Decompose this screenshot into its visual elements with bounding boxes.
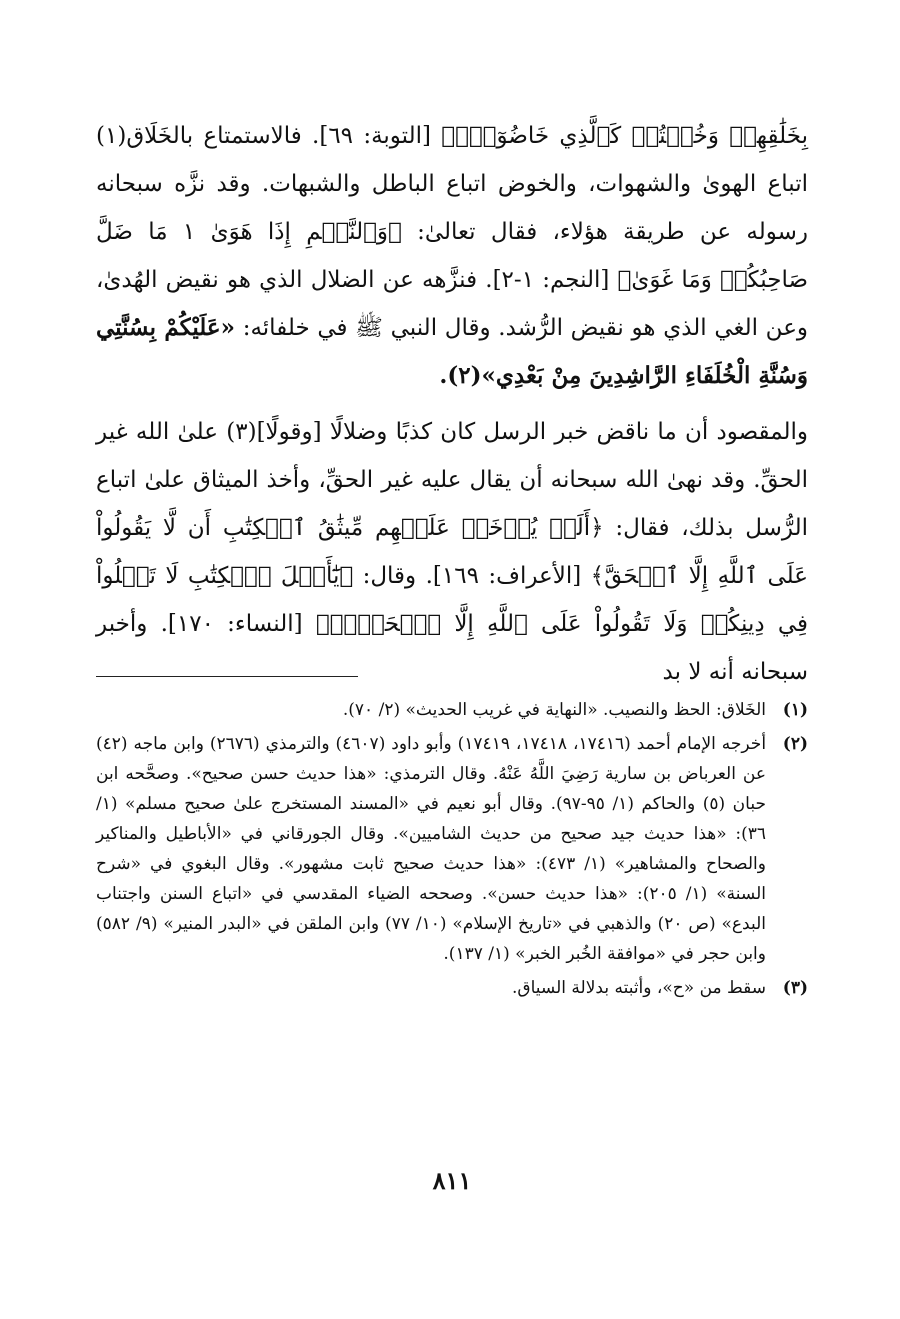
paragraph-2: والمقصود أن ما ناقض خبر الرسل كان كذبًا وضلالًا [وقولًا](٣) علىٰ الله غير الحقِّ. وقد نهىٰ الله سبحانه أن يقال عليه غير الحقِّ، وأخذ الميثاق علىٰ اتباع الرُّسل بذلك، فقال: ﴿أَلَمۡ يُؤۡخَذۡ عَلَيۡهِم مِّيثَٰقُ ٱلۡكِتَٰبِ أَن لَّا يَقُولُواْ عَلَى ٱللَّهِ إِلَّا ٱلۡحَقَّ﴾ [الأعراف: ١٦٩]. وقال: ﴿يَٰٓأَهۡلَ ٱلۡكِتَٰبِ لَا تَغۡلُواْ فِي دِينِكُمۡ وَلَا تَقُولُواْ عَلَى ٱللَّهِ إِلَّا ٱلۡحَقَّۚ﴾ [النساء: ١٧٠]. وأخبر سبحانه أنه لا بد [96, 419, 808, 685]
paragraph [96, 112, 808, 400]
page-number: ٨١١ [432, 1166, 472, 1195]
footnote-text: أخرجه الإمام أحمد (١٧٤١٦، ١٧٤١٨، ١٧٤١٩) وأبو داود (٤٦٠٧) والترمذي (٢٦٧٦) وابن ماجه (٤٢) عن العرباض بن سارية رَضِيَ اللَّهُ عَنْهُ. وقال الترمذي: «هذا حديث حسن صحيح». وصحَّحه ابن حبان (٥) والحاكم (١/ ٩٥-٩٧). وقال أبو نعيم في «المسند المستخرج علىٰ صحيح مسلم» (١/ ٣٦): «هذا حديث جيد صحيح من حديث الشاميين». وقال الجورقاني في «الأباطيل والمناكير والصحاح والمشاهير» (١/ ٤٧٣): «هذا حديث صحيح ثابت مشهور». وقال البغوي في «شرح السنة» (١/ ٢٠٥): «هذا حديث حسن». وصححه الضياء المقدسي في «اتباع السنن واجتناب البدع» (ص ٢٠) والذهبي في «تاريخ الإسلام» (١٠/ ٧٧) وابن الملقن في «البدر المنير» (٩/ ٥٨٢) وابن حجر في «موافقة الخُبر الخبر» (١/ ١٣٧). [96, 734, 767, 964]
paragraph-1-text: بِخَلَٰقِهِمۡ وَخُضۡتُمۡ كَٱلَّذِي خَاضُوٓاْۚ﴾ [التوبة: ٦٩]. فالاستمتاع بالخَلَاق(١) اتباع الهوىٰ والشهوات، والخوض اتباع الباطل والشبهات. وقد نزَّه سبحانه رسوله عن طريقة هؤلاء، فقال تعالىٰ: ﴿وَٱلنَّجۡمِ إِذَا هَوَىٰ ١ مَا ضَلَّ صَاحِبُكُمۡ وَمَا غَوَىٰ﴾ [النجم: ١-٢]. فنزَّهه عن الضلال الذي هو نقيض الهُدىٰ، وعن الغي الذي هو نقيض الرُّشد. وقال النبي ﷺ في خلفائه: [96, 123, 809, 341]
footnote-divider [96, 676, 358, 677]
footnote-3 [96, 973, 808, 1003]
footnote-2 [96, 729, 808, 969]
hadith-quote: «عَلَيْكُمْ بِسُنَّتِي وَسُنَّةِ الْخُلَفَاءِ الرَّاشِدِينَ مِنْ بَعْدِي»(٢). [96, 314, 808, 389]
footnote-1 [96, 695, 808, 725]
main-text [96, 112, 808, 696]
footnote-text: الخَلاق: الحظ والنصيب. «النهاية في غريب الحديث» (٢/ ٧٠). [342, 700, 766, 720]
footnote-number: (١) [782, 700, 808, 720]
footnotes [96, 695, 808, 1007]
footnote-text: سقط من «ح»، وأثبته بدلالة السياق. [512, 978, 766, 998]
footnote-number: (٢) [782, 734, 808, 754]
book-page [96, 0, 808, 1319]
footnote-number: (٣) [782, 978, 808, 998]
